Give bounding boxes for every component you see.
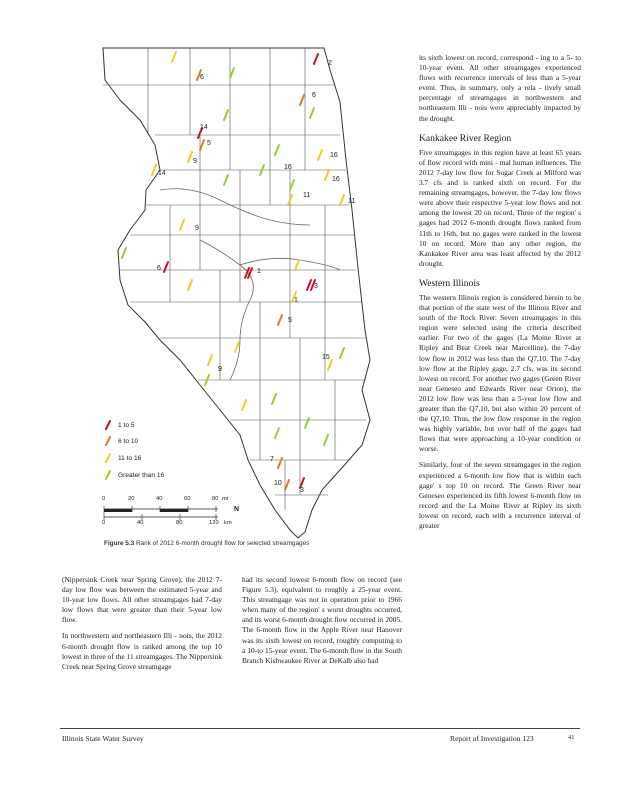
map-label: 9 bbox=[195, 225, 199, 232]
map-label: 9 bbox=[193, 158, 197, 165]
map-label: 9 bbox=[218, 366, 222, 373]
map-label: 16 bbox=[284, 164, 292, 171]
map-label: 16 bbox=[330, 152, 338, 159]
map-label: 6 bbox=[157, 265, 161, 272]
legend-marker-icon bbox=[104, 420, 112, 430]
map-label: 14 bbox=[200, 124, 208, 131]
map-legend bbox=[104, 420, 214, 484]
map-label: 3 bbox=[314, 283, 318, 290]
legend-label: Greater than 16 bbox=[118, 471, 165, 479]
map-label: 14 bbox=[158, 170, 166, 177]
paragraph: (Nippersink Creek near Spring Grove), the 2012 7-day low flow was between the estimated 5-year and 10-year low flows. All other streamgages had 7-day low flows that were greater than their 5-year low flow. bbox=[62, 575, 222, 625]
map-label: 1 bbox=[294, 297, 298, 304]
map-label: 15 bbox=[322, 354, 330, 361]
footer-left: Illinois State Water Survey bbox=[62, 734, 144, 743]
legend-item bbox=[104, 420, 135, 430]
paragraph: had its second lowest 6-month flow on record (see Figure 5.3), equivalent to roughly a 25-year event. This streamgage was not in operation prior to 1966 when many of the region' s worst droughts occurred, and its worst 6-month drought flow occurred in 2005. The 6-month flow in the Apple River near Hanover was its sixth lowest on record, roughly computing to a 10-to 15-year event. The 6-month flow in the South Branch Kishwaukee River at DeKalb also had bbox=[242, 575, 402, 665]
legend-item bbox=[104, 453, 141, 463]
text-column-left bbox=[62, 575, 222, 678]
figure-caption-text: Rank of 2012 6-month drought flow for selected streamgages bbox=[135, 540, 310, 547]
legend-item bbox=[104, 470, 164, 480]
north-arrow-label: N bbox=[234, 506, 240, 513]
figure-caption bbox=[104, 540, 354, 548]
scale-tick: 40 bbox=[137, 520, 144, 526]
map-label: 1 bbox=[257, 268, 261, 275]
legend-label: 6 to 10 bbox=[118, 437, 139, 445]
map-label: 6 bbox=[312, 92, 316, 99]
legend-marker-icon bbox=[104, 436, 112, 446]
section-heading-western: Western Illinois bbox=[419, 277, 480, 289]
figure-number: Figure 5.3 bbox=[104, 540, 135, 547]
legend-marker-icon bbox=[104, 453, 112, 463]
text-column-middle bbox=[242, 575, 402, 672]
scale-tick: 40 bbox=[156, 496, 163, 502]
text-column-right bbox=[419, 53, 581, 537]
map-label: 5 bbox=[288, 317, 292, 324]
legend-label: 11 to 16 bbox=[118, 454, 142, 462]
paragraph: In northwestern and northeastern Illi - nois, the 2012 6-month drought flow is ranked among the top 10 lowest in three of the 11 streamgages. The Nippersink Creek near Spring Grove streamgage bbox=[62, 631, 222, 671]
scale-tick: 120 bbox=[209, 520, 219, 526]
map-label: 2 bbox=[328, 60, 332, 67]
page-number: 41 bbox=[568, 734, 575, 741]
legend-marker-icon bbox=[104, 470, 112, 480]
map-label: 5 bbox=[207, 140, 211, 147]
map-label: 11 bbox=[303, 192, 311, 199]
scale-unit: km bbox=[224, 520, 232, 526]
scale-tick: 80 bbox=[212, 496, 219, 502]
map-label: 3 bbox=[300, 487, 304, 494]
paragraph: The western Illinois region is considered herein to be that portion of the state west of the Illinois River and south of the Rock River. Seven streamgages in this region were selected using the criteria described earlier. For two of the gages (La Moine River at Ripley and Bear Creek near Marcelline), the 7-day low flow in 2012 was less than the Q7,10. The 7-day low flow at the Ripley gage, 2.7 cfs, was its second lowest on record. For another two gages (Green River near Geneseo and Edwards River near Orion), the 2012 low flow was less than a 5-year low flow and greater than the Q7,10, but also within 20 percent of the Q7,10. Thus, the low flow response in the region was highly variable, but over half of the gages had flows that were approaching a 10-year condition or worse. bbox=[419, 292, 581, 454]
paragraph: Similarly, four of the seven streamgages in the region experienced a 6-month low flow that is within each gage' s top 10 on record. The Green River near Geneseo experienced its fifth lowest 6-month flow on record and the La Moine River at Ripley its sixth lowest on record, each with a recurrence interval of greater bbox=[419, 460, 581, 531]
section-heading-kankakee: Kankakee River Region bbox=[419, 132, 512, 144]
scale-tick: 80 bbox=[176, 520, 183, 526]
scale-tick: 0 bbox=[102, 496, 106, 502]
scale-bar-graphic bbox=[100, 505, 245, 521]
scale-tick: 60 bbox=[184, 496, 191, 502]
footer-report: Report of Investigation 123 bbox=[450, 734, 534, 743]
map-label: 10 bbox=[274, 480, 282, 487]
scale-unit: mi bbox=[222, 496, 229, 502]
legend-label: 1 to 5 bbox=[118, 421, 135, 429]
scale-tick: 20 bbox=[128, 496, 135, 502]
footer-rule bbox=[60, 728, 580, 729]
paragraph: its sixth lowest on record, correspond - ing to a 5- to 10-year event. All other streamgages experienced flows with recurrence intervals of less than a 5-year event. Thus, in summary, only a rela - tively small percentage of streamgages in northwestern and northeastern Illi - nois were appreciably impacted by the drought. bbox=[419, 53, 581, 123]
legend-item bbox=[104, 436, 138, 446]
scale-bar bbox=[100, 496, 250, 530]
map-label: 16 bbox=[332, 176, 340, 183]
map-label: 7 bbox=[270, 456, 274, 463]
scale-tick: 0 bbox=[102, 520, 106, 526]
map-label: 11 bbox=[348, 198, 356, 205]
map-label: 6 bbox=[200, 74, 204, 81]
paragraph: Five streamgages in this region have at least 65 years of flow record with mini - mal human influences. The 2012 7-day low flow for Sugar Creek at Milford was 3.7 cfs and is ranked sixth on record. For the remaining streamgages, however, the 7-day low flows were above their respective 5-year low flows and not among the lowest 20 on record. Three of the region' s gages had 2012 6-month drought flows ranked from 11th to 16th, but no gages were ranked in the lowest 10 on record. More than any other region, the Kankakee River area was least affected by the 2012 drought. bbox=[419, 147, 581, 268]
